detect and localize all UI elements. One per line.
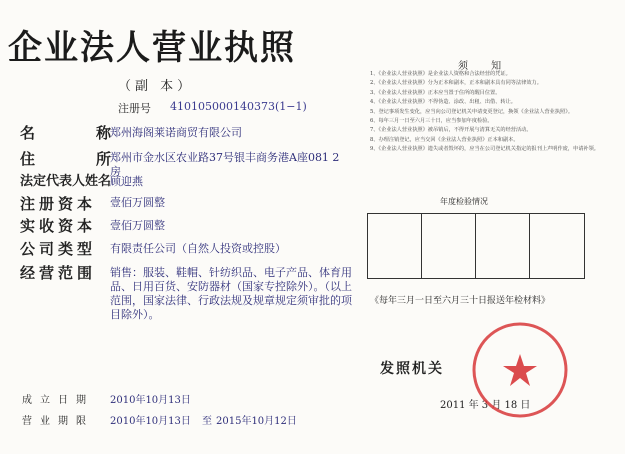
notice-item: 2、《企业法人营业执照》分为正本和副本，正本和副本具有同等法律效力。 [370,80,542,87]
field-label-registered-capital: 注册资本 [20,195,97,213]
notice-list [370,70,608,155]
field-value-registered-capital: 壹佰万圆整 [110,196,165,209]
term-to-word: 至 [202,416,212,427]
star-icon [503,354,537,386]
term-to: 2015年10月12日 [216,416,297,427]
field-value-business-scope: 销售：服装、鞋帽、针纺织品、电子产品、体育用品、日用百货、安防器材（国家专控除外）。（以上范围，国家法律、行政法规及规章规定须审批的项目除外）。 [110,266,352,321]
inspection-cell [530,214,584,278]
registration-value: 410105000140373(1−1) [170,100,307,113]
inspection-cell [476,214,530,278]
document-subtitle: （副 本） [118,79,195,94]
field-value-paid-capital: 壹佰万圆整 [110,219,165,232]
notice-item: 3、《企业法人营业执照》正本应当置于住所的醒目位置。 [370,89,501,96]
notice-item: 1、《企业法人营业执照》是企业法人资格和合法经营的凭证。 [370,71,511,77]
field-value-address: 郑州市金水区农业路37号银丰商务港A座081 2房 [110,151,340,178]
inspection-note: 《每年三月一日至六月三十日报送年检材料》 [370,296,551,306]
field-label-name: 名 称 [20,124,116,142]
inspection-cell [422,214,476,278]
field-label-company-type: 公司类型 [20,240,97,258]
notice-item: 6、每年三月一日至六月三十日，应当参加年度检验。 [370,118,493,125]
field-label-paid-capital: 实收资本 [20,217,97,235]
inspection-title: 年度检验情况 [440,197,488,206]
term-from: 2010年10月13日 [110,416,191,427]
established-value: 2010年10月13日 [110,395,191,406]
field-value-name: 郑州海阁莱诺商贸有限公司 [110,126,242,139]
issuer-label: 发照机关 [380,361,444,377]
field-label-legal-rep: 法定代表人姓名 [20,174,112,189]
inspection-grid [367,213,585,279]
field-label-business-scope: 经营范围 [20,264,97,282]
established-label: 成立日期 [22,395,94,406]
term-label: 营业期限 [22,416,94,427]
notice-item: 9、《企业法人营业执照》遗失或者毁坏的，应当在公司登记机关指定的报刊上声明作废，申请补领。 [370,146,599,153]
notice-item: 8、办理注销登记，应当交回《企业法人营业执照》正本和副本。 [370,136,519,143]
field-value-company-type: 有限责任公司（自然人投资或控股） [110,242,286,255]
notice-title: 须 知 [458,61,512,72]
notice-item: 4、《企业法人营业执照》不得伪造、涂改、出租、出借、转让。 [370,99,516,106]
field-value-legal-rep: 顾迎燕 [110,175,143,188]
field-label-address: 住 所 [20,150,116,168]
notice-item: 7、《企业法人营业执照》被吊销后，不得开展与清算无关的经营活动。 [370,127,532,134]
official-seal [468,318,572,422]
registration-label: 注册号 [118,102,151,115]
issue-date: 2011 年 3 月 18 日 [440,400,531,411]
inspection-cell [368,214,422,278]
notice-item: 5、登记事项发生变化，应当向公司登记机关申请变更登记，换领《企业法人营业执照》。 [370,108,574,115]
document-title: 企业法人营业执照 [8,28,296,68]
